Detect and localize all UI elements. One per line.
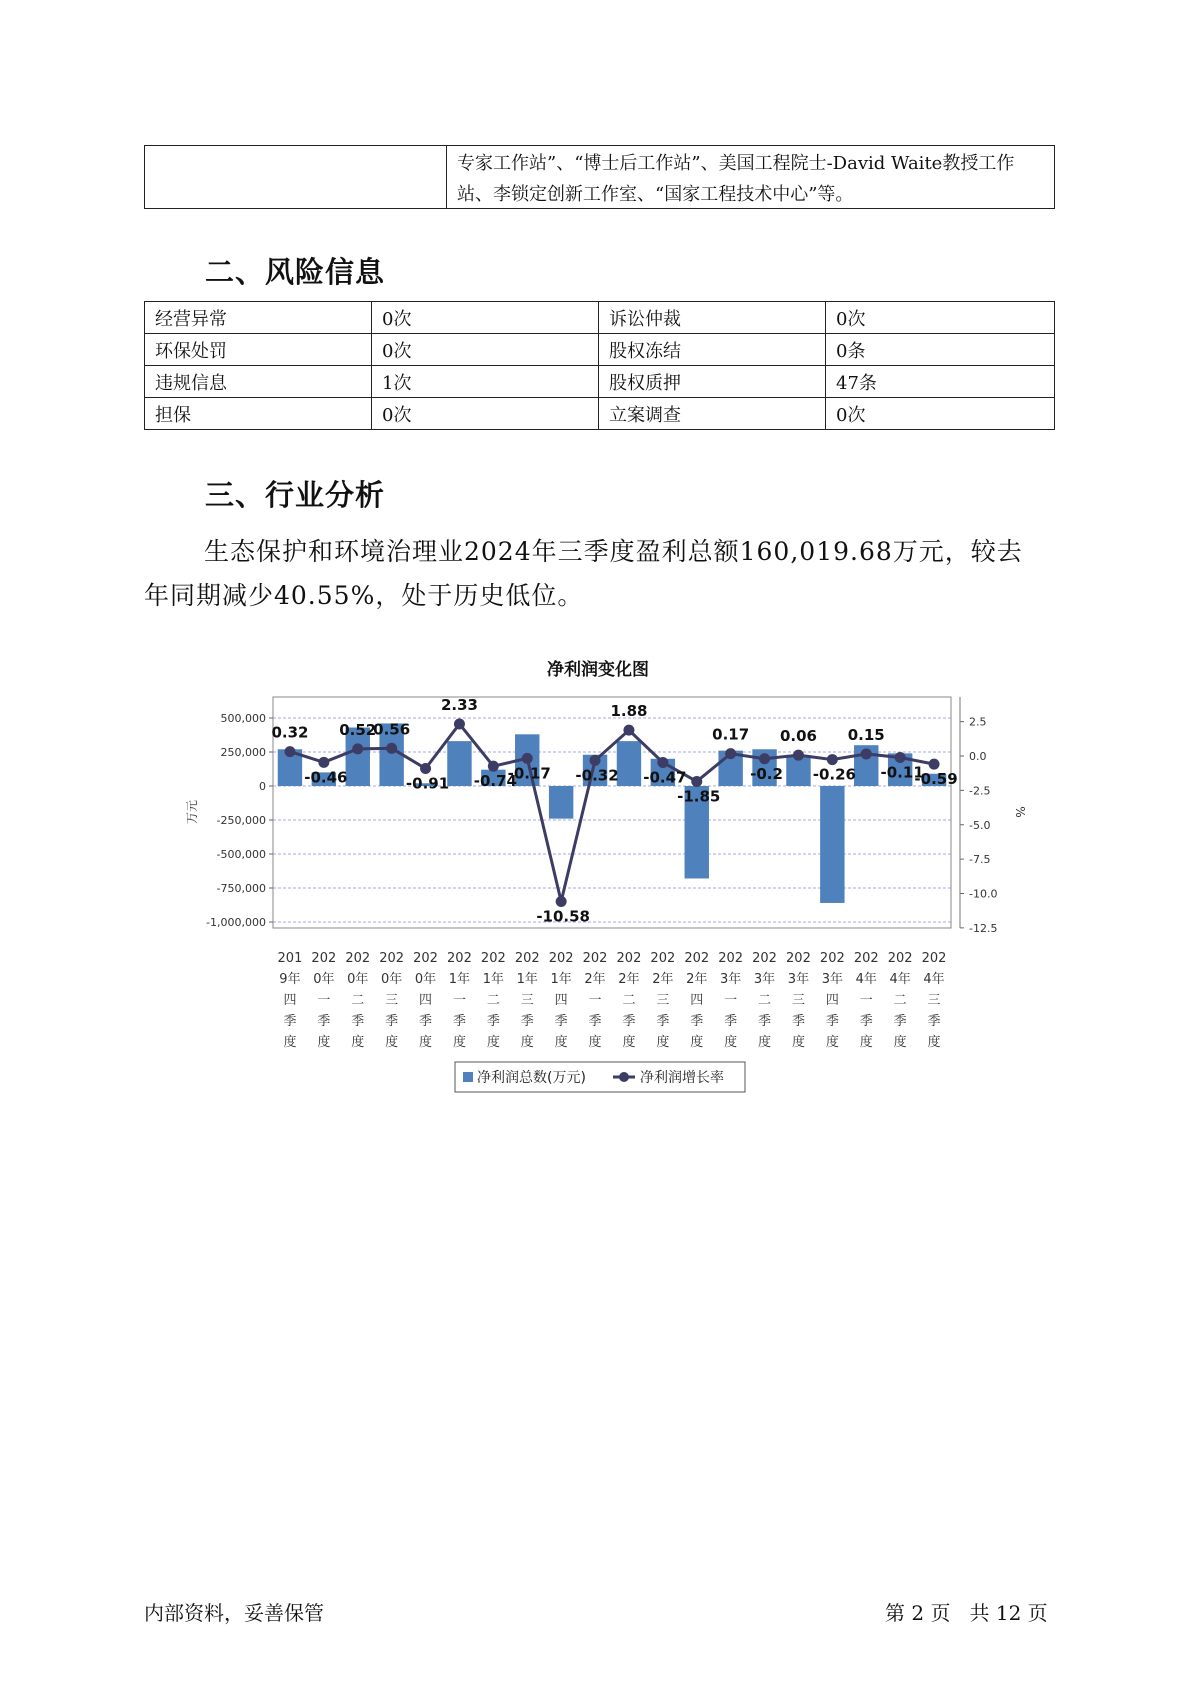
legend-bar-swatch (463, 1072, 473, 1082)
x-tick-label: 202 (718, 951, 744, 966)
x-tick-label: 三 (520, 993, 534, 1008)
x-tick-label: 一 (859, 993, 873, 1008)
top-table-line-2: 站、李锁定创新工作室、“国家工程技术中心”等。 (447, 177, 1055, 209)
x-tick-label: 季 (554, 1014, 568, 1029)
x-tick-label: 2年 (618, 972, 640, 987)
x-tick-label: 202 (480, 951, 506, 966)
x-tick-label: 季 (724, 1014, 738, 1029)
x-tick-label: 202 (514, 951, 540, 966)
x-tick-label: 度 (927, 1035, 941, 1050)
x-tick-label: 季 (385, 1014, 399, 1029)
growth-data-label: 1.88 (610, 702, 648, 721)
growth-point (420, 763, 431, 774)
growth-data-label: 0.56 (373, 720, 411, 739)
x-tick-label: 202 (921, 951, 947, 966)
x-tick-label: 季 (859, 1014, 873, 1029)
x-tick-label: 0年 (313, 972, 335, 987)
x-tick-label: 2年 (686, 972, 708, 987)
x-tick-label: 二 (893, 993, 907, 1008)
x-tick-label: 季 (283, 1014, 297, 1029)
risk-label: 诉讼仲裁 (599, 302, 826, 334)
y-tick-label: -250,000 (216, 814, 266, 827)
x-tick-label: 202 (684, 951, 710, 966)
chart-title: 净利润变化图 (547, 660, 649, 680)
x-tick-label: 202 (786, 951, 811, 966)
industry-paragraph-line-1: 生态保护和环境治理业2024年三季度盈利总额160,019.68万元，较去 (204, 537, 1023, 566)
growth-data-label: -0.32 (575, 766, 619, 785)
y-tick-label: -1,000,000 (206, 916, 266, 929)
x-tick-label: 2年 (652, 972, 674, 987)
x-tick-label: 度 (859, 1035, 873, 1050)
x-tick-label: 度 (554, 1035, 568, 1050)
growth-data-label: -0.17 (507, 764, 551, 783)
y-tick-label: 0 (259, 780, 266, 793)
x-tick-label: 二 (622, 993, 636, 1008)
x-tick-label: 一 (724, 993, 738, 1008)
legend-bar-label: 净利润总数(万元) (477, 1070, 586, 1086)
x-tick-label: 二 (351, 993, 365, 1008)
x-tick-label: 202 (887, 951, 913, 966)
x-tick-label: 四 (554, 993, 568, 1008)
y2-tick-label: -7.5 (969, 853, 991, 867)
industry-heading: 三、行业分析 (205, 478, 386, 512)
growth-point (657, 757, 668, 768)
risk-label: 环保处罚 (145, 334, 372, 366)
x-tick-label: 四 (419, 993, 433, 1008)
growth-point (454, 718, 465, 729)
y2-tick-label: -10.0 (969, 887, 998, 901)
x-tick-label: 度 (791, 1035, 805, 1050)
footer-right: 第 2 页 共 12 页 (885, 1601, 1048, 1625)
risk-label: 违规信息 (145, 366, 372, 398)
growth-point (725, 748, 736, 759)
x-tick-label: 0年 (347, 972, 369, 987)
x-tick-label: 三 (385, 993, 399, 1008)
x-tick-label: 二 (758, 993, 772, 1008)
x-tick-label: 202 (311, 951, 337, 966)
y2-tick-label: 2.5 (969, 715, 987, 729)
footer-left: 内部资料，妥善保管 (144, 1601, 324, 1625)
x-tick-label: 四 (825, 993, 839, 1008)
top-table-line-1: 专家工作站”、“博士后工作站”、美国工程院士-David Waite教授工作 (447, 146, 1055, 178)
x-tick-label: 202 (447, 951, 472, 966)
x-tick-label: 1年 (448, 972, 471, 987)
y2-tick-label: -5.0 (969, 818, 991, 832)
risk-label: 立案调查 (599, 398, 826, 430)
x-tick-label: 季 (351, 1014, 365, 1029)
x-tick-label: 202 (752, 951, 777, 966)
x-tick-label: 4年 (889, 972, 911, 987)
x-tick-label: 季 (520, 1014, 534, 1029)
risk-value: 0次 (372, 302, 599, 334)
x-tick-label: 3年 (720, 972, 742, 987)
growth-data-label: -0.47 (643, 768, 687, 787)
risk-value: 0次 (372, 334, 599, 366)
x-tick-label: 4年 (923, 972, 945, 987)
x-tick-label: 度 (283, 1035, 297, 1050)
growth-data-label: 2.33 (440, 695, 478, 714)
growth-point (759, 753, 770, 764)
x-tick-label: 3年 (787, 972, 810, 987)
x-tick-label: 季 (690, 1014, 704, 1029)
x-tick-label: 度 (588, 1035, 602, 1050)
y-tick-label: 500,000 (220, 712, 266, 725)
risk-value: 47条 (826, 366, 1055, 398)
x-tick-label: 季 (486, 1014, 500, 1029)
growth-point (386, 743, 397, 754)
x-tick-label: 度 (724, 1035, 738, 1050)
growth-point (284, 746, 295, 757)
growth-data-label: 0.32 (271, 723, 309, 742)
x-tick-label: 季 (758, 1014, 772, 1029)
y2-tick-label: 0.0 (969, 750, 987, 763)
x-tick-label: 度 (317, 1035, 331, 1050)
risk-value: 0次 (826, 398, 1055, 430)
x-tick-label: 1年 (550, 972, 572, 987)
x-tick-label: 度 (893, 1035, 907, 1050)
x-tick-label: 季 (452, 1014, 466, 1029)
x-tick-label: 度 (622, 1035, 636, 1050)
x-tick-label: 202 (582, 951, 608, 966)
x-tick-label: 四 (690, 993, 704, 1008)
y-tick-label: 250,000 (220, 746, 266, 759)
x-tick-label: 度 (419, 1035, 433, 1050)
x-tick-label: 9年 (279, 972, 301, 987)
x-tick-label: 三 (791, 993, 805, 1008)
growth-point (895, 752, 906, 763)
y-tick-label: -500,000 (216, 848, 266, 861)
x-tick-label: 2年 (584, 972, 606, 987)
legend-line-marker (619, 1072, 629, 1082)
growth-data-label: -0.2 (750, 764, 783, 783)
x-tick-label: 季 (825, 1014, 839, 1029)
x-tick-label: 202 (819, 951, 845, 966)
growth-data-label: -0.46 (304, 768, 348, 787)
risk-value: 0次 (826, 302, 1055, 334)
bar (549, 786, 573, 819)
growth-data-label: -0.26 (812, 765, 856, 784)
growth-point (488, 761, 499, 772)
growth-point (522, 753, 533, 764)
growth-point (556, 896, 567, 907)
risk-label: 股权冻结 (599, 334, 826, 366)
growth-point (793, 750, 804, 761)
risk-label: 经营异常 (145, 302, 372, 334)
x-tick-label: 3年 (753, 972, 776, 987)
growth-point (318, 757, 329, 768)
x-tick-label: 三 (927, 993, 941, 1008)
x-tick-label: 202 (853, 951, 879, 966)
x-tick-label: 202 (548, 951, 574, 966)
x-tick-label: 度 (486, 1035, 500, 1050)
x-tick-label: 一 (588, 993, 602, 1008)
y2-tick-label: -12.5 (969, 921, 998, 935)
x-tick-label: 1年 (516, 972, 538, 987)
growth-data-label: -0.59 (914, 770, 958, 789)
x-tick-label: 度 (825, 1035, 839, 1050)
legend-line-label: 净利润增长率 (640, 1070, 724, 1086)
growth-data-label: 0.52 (339, 720, 377, 739)
x-tick-label: 度 (520, 1035, 534, 1050)
x-tick-label: 202 (616, 951, 642, 966)
x-tick-label: 度 (351, 1035, 365, 1050)
x-tick-label: 1年 (482, 972, 504, 987)
industry-paragraph-line-2: 年同期减少40.55%，处于历史低位。 (144, 581, 584, 610)
x-tick-label: 季 (893, 1014, 907, 1029)
growth-point (590, 755, 601, 766)
x-tick-label: 季 (927, 1014, 941, 1029)
x-tick-label: 季 (791, 1014, 805, 1029)
bar (447, 741, 471, 786)
risk-value: 0次 (372, 398, 599, 430)
x-tick-label: 季 (419, 1014, 433, 1029)
y-tick-label: -750,000 (216, 882, 266, 895)
x-tick-label: 季 (656, 1014, 670, 1029)
risk-label: 股权质押 (599, 366, 826, 398)
growth-data-label: 0.06 (779, 727, 817, 746)
x-tick-label: 四 (283, 993, 297, 1008)
x-tick-label: 0年 (414, 972, 437, 987)
x-tick-label: 度 (758, 1035, 772, 1050)
growth-data-label: -10.58 (536, 907, 590, 926)
x-tick-label: 202 (413, 951, 438, 966)
x-tick-label: 202 (345, 951, 371, 966)
risk-label: 担保 (145, 398, 372, 430)
risk-heading: 二、风险信息 (205, 255, 386, 289)
x-tick-label: 三 (656, 993, 670, 1008)
bar (820, 786, 844, 903)
y-axis-title: 万元 (185, 799, 199, 825)
bar (617, 741, 641, 786)
x-tick-label: 3年 (821, 972, 843, 987)
x-tick-label: 度 (656, 1035, 670, 1050)
x-tick-label: 季 (588, 1014, 602, 1029)
x-tick-label: 季 (622, 1014, 636, 1029)
growth-data-label: -0.11 (880, 763, 924, 782)
x-tick-label: 季 (317, 1014, 331, 1029)
x-tick-label: 202 (650, 951, 676, 966)
risk-value: 1次 (372, 366, 599, 398)
y2-tick-label: -2.5 (969, 784, 991, 798)
growth-data-label: 0.17 (712, 725, 750, 744)
growth-point (623, 725, 634, 736)
x-tick-label: 度 (690, 1035, 704, 1050)
growth-data-label: -0.91 (405, 774, 450, 793)
x-tick-label: 度 (452, 1035, 466, 1050)
x-tick-label: 201 (277, 951, 303, 966)
growth-point (861, 748, 872, 759)
risk-value: 0条 (826, 334, 1055, 366)
y2-axis-title: % (1013, 806, 1027, 818)
growth-data-label: 0.15 (847, 725, 885, 744)
x-tick-label: 一 (317, 993, 331, 1008)
growth-point (929, 759, 940, 770)
growth-point (691, 776, 702, 787)
growth-point (827, 754, 838, 765)
x-tick-label: 202 (379, 951, 405, 966)
x-tick-label: 0年 (381, 972, 403, 987)
x-tick-label: 4年 (855, 972, 877, 987)
growth-data-label: -1.85 (677, 787, 721, 806)
x-tick-label: 二 (486, 993, 500, 1008)
growth-data-label: -0.74 (473, 772, 517, 791)
growth-point (352, 743, 363, 754)
x-tick-label: 一 (452, 993, 466, 1008)
x-tick-label: 度 (385, 1035, 399, 1050)
